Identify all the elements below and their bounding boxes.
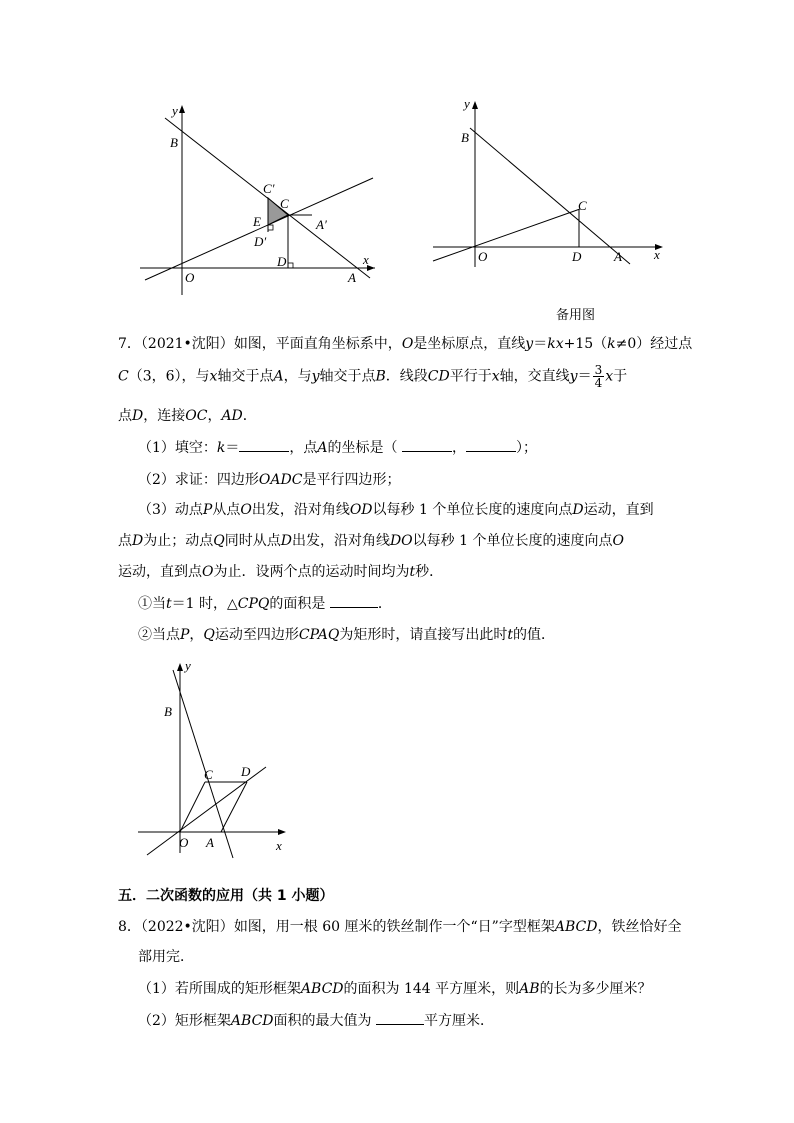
segment-da — [221, 782, 247, 832]
label-d: D — [241, 764, 251, 779]
q8-line-1: 8．（2022•沈阳）如图，用一根 60 厘米的铁丝制作一个“日”字型框架ABCD，铁丝恰好全 — [118, 919, 682, 935]
label-a: A — [348, 270, 356, 285]
answer-blank-k[interactable] — [239, 437, 289, 452]
fraction-3-4: $\frac{3}{4}$ — [594, 363, 603, 390]
q7-line-3: 点D，连接OC，AD． — [118, 408, 257, 424]
figure-2 — [425, 92, 675, 277]
line-oc — [433, 209, 580, 261]
line-oc — [145, 178, 373, 280]
segment-oc — [180, 782, 205, 832]
label-o: O — [185, 270, 195, 285]
q7-part-2: （2）求证：四边形OADC是平行四边形； — [138, 472, 401, 488]
label-a: A — [206, 835, 214, 850]
q7-line-2: C（3，6），与x轴交于点A，与y轴交于点B．线段CD平行于x轴，交直线y＝ $\frac{3}{4}$ x于 — [118, 363, 628, 390]
label-d-prime: D′ — [254, 234, 267, 249]
q7-part-3-a: （3）动点P从点O出发，沿对角线OD以每秒 1 个单位长度的速度向点D运动，直到 — [138, 502, 654, 518]
line-ab — [173, 670, 233, 858]
figure-2-caption: 备用图 — [556, 308, 596, 323]
y-axis-arrow — [177, 663, 183, 671]
q8-part-2: （2）矩形框架ABCD面积的最大值为 平方厘米． — [138, 1010, 794, 1030]
label-c: C — [204, 767, 213, 782]
q8-part-1: （1）若所围成的矩形框架ABCD的面积为 144 平方厘米，则AB的长为多少厘米？ — [138, 981, 652, 997]
label-b: B — [461, 130, 469, 145]
y-axis-arrow — [179, 105, 185, 113]
q8-line-2: 部用完． — [138, 949, 194, 965]
label-o: O — [179, 835, 189, 850]
answer-blank-max-area[interactable] — [376, 1010, 424, 1025]
section-5-title: 五．二次函数的应用（共 1 小题） — [118, 888, 334, 904]
figure-1 — [130, 95, 390, 305]
label-d: D — [277, 254, 287, 269]
answer-blank-ay[interactable] — [466, 437, 516, 452]
label-x: x — [363, 252, 369, 267]
label-y: y — [172, 103, 178, 118]
q7-part-3-b: 点D为止；动点Q同时从点D出发，沿对角线DO以每秒 1 个单位长度的速度向点O — [118, 533, 624, 549]
label-c: C — [578, 198, 587, 213]
y-axis-arrow — [472, 101, 478, 109]
x-axis-arrow — [278, 829, 286, 835]
q7-line-1: 7．（2021•沈阳）如图，平面直角坐标系中，O是坐标原点，直线y＝kx+15（k≠0）经过点 — [118, 336, 693, 352]
q7-sub-1: ①当t＝1 时，△CPQ的面积是 ． — [138, 593, 794, 613]
label-a: A — [614, 249, 622, 264]
answer-blank-ax[interactable] — [402, 437, 452, 452]
q7-sub-2: ②当点P，Q运动至四边形CPAQ为矩形时，请直接写出此时t的值． — [138, 627, 555, 643]
right-angle-d-prime — [268, 225, 273, 230]
label-d: D — [572, 249, 582, 264]
line-ab — [470, 128, 630, 264]
answer-blank-area[interactable] — [330, 593, 378, 608]
q7-part-3-c: 运动，直到点O为止．设两个点的运动时间均为t秒． — [118, 564, 444, 580]
figure-3 — [135, 655, 295, 860]
label-c-prime: C′ — [263, 181, 275, 196]
label-a-prime: A′ — [316, 217, 327, 232]
label-y: y — [464, 96, 470, 111]
label-b: B — [164, 704, 172, 719]
label-y: y — [185, 658, 191, 673]
q7-part-1: （1）填空：k＝ ，点A的坐标是（ ， ）； — [138, 437, 794, 457]
label-x: x — [276, 838, 282, 853]
right-angle-d — [288, 263, 293, 268]
label-c: C — [280, 196, 289, 211]
label-b: B — [170, 135, 178, 150]
label-x: x — [654, 247, 660, 262]
label-e: E — [253, 214, 261, 229]
label-o: O — [478, 249, 488, 264]
